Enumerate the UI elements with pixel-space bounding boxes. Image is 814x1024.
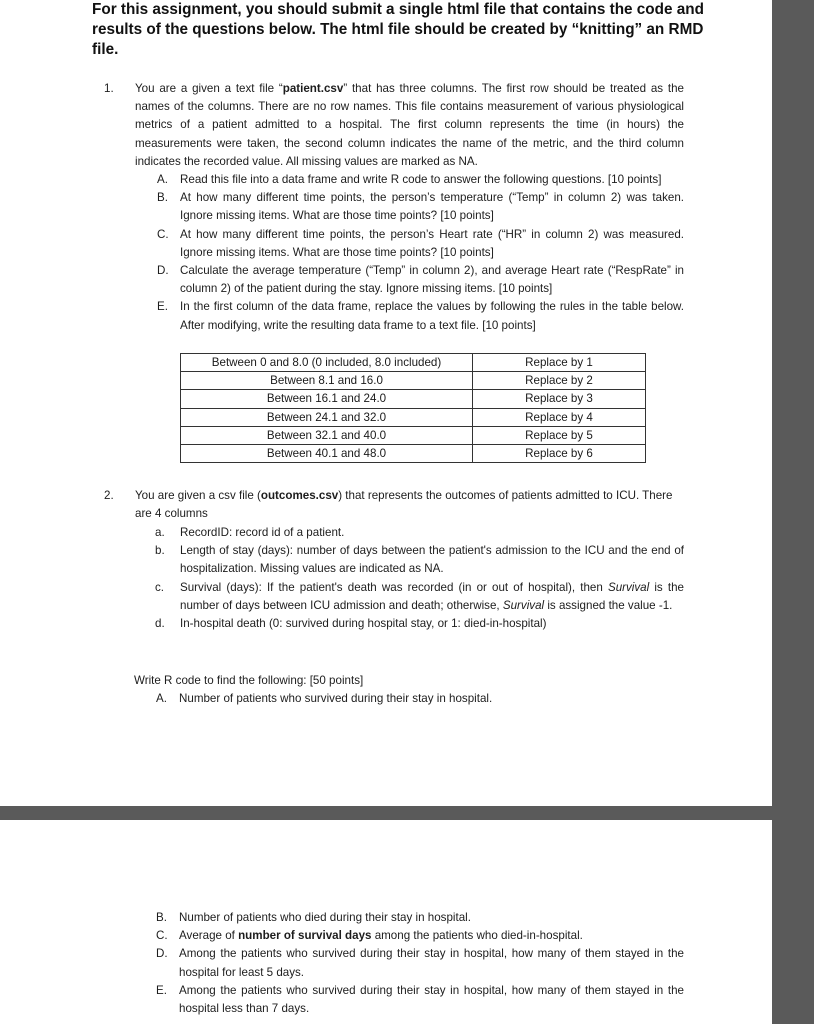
sub-text-mid: is the number of days between ICU admission and death; otherwise, [180,580,684,612]
task-label: E. [156,983,167,997]
task-label: D. [156,947,168,961]
question-2-filename: outcomes.csv [260,489,339,502]
task-text: Among the patients who survived during their stay in hospital, how many of them stayed in the hospital for least 5 days. [179,947,684,979]
item-text: Calculate the average temperature (“Temp” in column 2), and average Heart rate (“RespRate” in column 2) of the patient during the stay. Ignore missing items. [10 points] [180,264,684,296]
column-desc-a [135,524,684,542]
sub-label: d. [155,617,165,631]
column-desc-c [135,579,684,615]
sub-text-before: Survival (days): If the patient's death was recorded (in or out of hospital), then [180,580,608,594]
range-cell: Between 32.1 and 40.0 [181,426,473,444]
task-b [134,909,684,927]
question-1-text-before: You are a given a text file “ [135,82,283,95]
table-row [181,354,646,372]
question-2-columns [135,524,684,633]
column-desc-d [135,615,684,633]
sub-text: In-hospital death (0: survived during hospital stay, or 1: died-in-hospital) [180,617,547,631]
task-label: C. [156,929,168,943]
task-text: Number of patients who died during their stay in hospital. [179,911,471,924]
task-text-after: among the patients who died-in-hospital. [371,929,583,943]
sub-label: a. [155,526,165,539]
range-cell: Between 0 and 8.0 (0 included, 8.0 included) [181,354,473,372]
table-row [181,408,646,426]
question-2-text [135,487,684,523]
task-label: A. [156,692,167,706]
question-1-text [135,80,684,171]
sub-label: c. [155,580,165,594]
range-cell: Between 24.1 and 32.0 [181,408,473,426]
sub-emphasis: Survival [502,598,545,612]
table-row [181,372,646,390]
replace-cell: Replace by 3 [473,390,646,408]
question-1-text-after: ” that has three columns. The first row should be treated as the names of the columns. There are no row names. This file contains measurement of various physiological metrics of a patient admitted to a hospital. The first column represents the time (in hours) the measurements were taken, the second column indicates the name of the metric, and the third column indicates the recorded value. All missing values are marked as NA. [135,82,684,168]
question-2-text-before: You are given a csv file ( [135,489,261,502]
sub-label: b. [155,544,165,558]
range-cell: Between 16.1 and 24.0 [181,390,473,408]
question-2-number: 2. [104,489,114,502]
replacement-rules-table [180,353,646,463]
assignment-intro: For this assignment, you should submit a single html file that contains the code and results of the questions below. The html file should be created by “knitting” an RMD file. [92,1,704,58]
table-row [181,426,646,444]
task-text: Number of patients who survived during their stay in hospital. [179,692,493,706]
sub-emphasis: Survival [607,580,650,594]
question-1-filename: patient.csv [282,82,344,95]
task-text: Among the patients who survived during their stay in hospital, how many of them stayed in the hospital less than 7 days. [179,983,684,1016]
replace-cell: Replace by 4 [473,408,646,426]
table-row [181,390,646,408]
document-page-2 [0,820,772,1024]
question-1-item-c [135,226,684,262]
item-text: At how many different time points, the person’s Heart rate (“HR” in column 2) was measured. Ignore missing items. What are those time points? [10 points] [180,227,684,259]
question-2-text-after: ) that represents the outcomes of patients admitted to ICU. There are 4 columns [135,489,673,521]
task-d [134,945,684,981]
sub-text-after: is assigned the value -1. [544,598,673,612]
table-row [181,445,646,463]
item-text: In the first column of the data frame, replace the values by following the rules in the table below. After modifying, write the resulting data frame to a text file. [10 points] [180,300,684,332]
task-e [134,982,684,1018]
task-c [134,927,684,945]
question-2-tasks [134,672,684,708]
item-label: E. [157,300,168,314]
task-label: B. [156,911,167,924]
column-desc-b [135,542,684,578]
replace-cell: Replace by 2 [473,372,646,390]
task-text-before: Average of [179,929,239,943]
question-2-tasks-continued [134,909,684,1018]
question-1-item-d [135,262,684,298]
question-1-items [135,171,684,335]
question-1-number: 1. [104,82,114,95]
question-1-item-a [135,171,684,189]
item-text: At how many different time points, the person’s temperature (“Temp” in column 2) was taken. Ignore missing items. What are those time points? [10 points] [180,191,684,223]
item-label: D. [157,264,169,278]
sub-text: Length of stay (days): number of days between the patient's admission to the ICU and the end of hospitalization. Missing values are indicated as NA. [180,544,684,576]
replace-cell: Replace by 5 [473,426,646,444]
task-bold: number of survival days [238,929,372,943]
write-prompt: Write R code to find the following: [50 points] [134,674,364,687]
question-1-item-e [135,298,684,334]
replace-cell: Replace by 1 [473,354,646,372]
range-cell: Between 8.1 and 16.0 [181,372,473,390]
sub-text: RecordID: record id of a patient. [180,526,345,539]
range-cell: Between 40.1 and 48.0 [181,445,473,463]
item-text: Read this file into a data frame and write R code to answer the following questions. [10 points] [180,173,662,186]
item-label: B. [157,191,168,205]
item-label: A. [157,173,168,186]
replace-cell: Replace by 6 [473,445,646,463]
task-a [134,690,684,708]
question-1-item-b [135,189,684,225]
item-label: C. [157,227,169,241]
